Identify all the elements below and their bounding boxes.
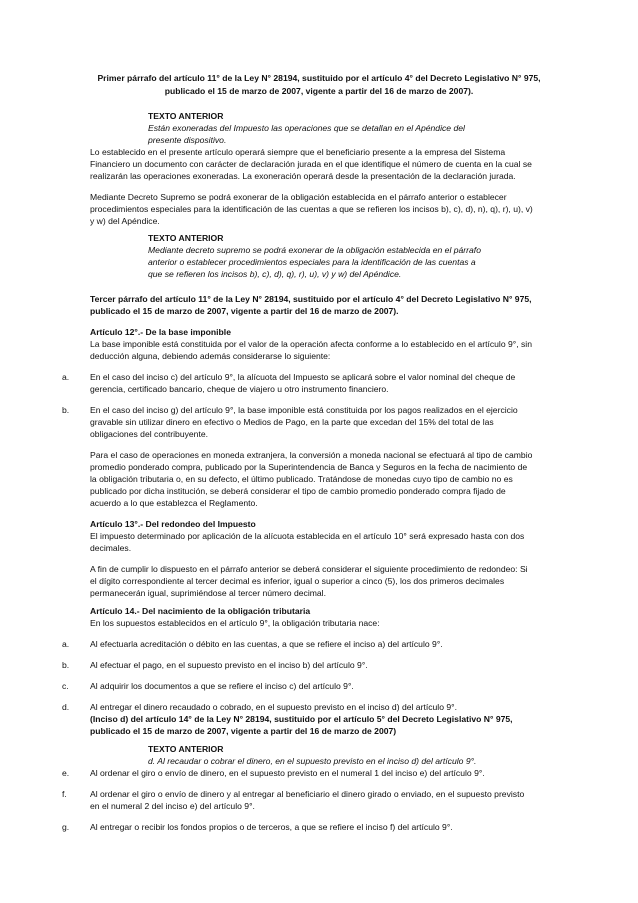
- amendment-note-line: publicado el 15 de marzo de 2007, vigente a partir del 16 de marzo de 2007).: [90, 306, 399, 316]
- texto-anterior-label: TEXTO ANTERIOR: [148, 744, 224, 754]
- paragraph-line: acuerdo a lo que establezca el Reglamento.: [90, 498, 258, 508]
- paragraph-line: y w) del Apéndice.: [90, 216, 160, 226]
- list-item-line: Al adquirir los documentos a que se refiere el inciso c) del artículo 9°.: [90, 681, 354, 691]
- texto-anterior-line: d. Al recaudar o cobrar el dinero, en el supuesto previsto en el inciso d) del artículo 9°.: [148, 756, 477, 766]
- paragraph-line: permanecerán igual, suprimiéndose al tercer número decimal.: [90, 588, 326, 598]
- list-item-line: En el caso del inciso c) del artículo 9°, la alícuota del Impuesto se aplicará sobre el valor nominal del cheque de: [90, 372, 516, 382]
- list-marker: d.: [62, 702, 70, 712]
- paragraph-line: realizarán las operaciones exoneradas. La exoneración operará desde la presentación de la declaración jurada.: [90, 171, 516, 181]
- paragraph-line: Financiero un documento con carácter de declaración jurada en el que identifique el número de cuenta en la cual se: [90, 159, 532, 169]
- texto-anterior-line: Mediante decreto supremo se podrá exonerar de la obligación establecida en el párrafo: [148, 245, 481, 255]
- list-marker: e.: [62, 768, 70, 778]
- texto-anterior-line: Están exoneradas del Impuesto las operaciones que se detallan en el Apéndice del: [148, 123, 465, 133]
- list-item-line: gravable sin utilizar dinero en efectivo o Medios de Pago, en la parte que excedan del 15% del total de las: [90, 417, 494, 427]
- paragraph-line: decimales.: [90, 543, 132, 553]
- paragraph-line: deducción alguna, debiendo además considerarse lo siguiente:: [90, 351, 331, 361]
- article-12-title: Artículo 12°.- De la base imponible: [90, 327, 231, 337]
- list-marker: f.: [62, 789, 67, 799]
- article-14-title: Artículo 14.- Del nacimiento de la obligación tributaria: [90, 606, 311, 616]
- list-marker: b.: [62, 660, 70, 670]
- list-item-line: En el caso del inciso g) del artículo 9°, la base imponible está constituida por los pagos realizados en el ejercicio: [90, 405, 518, 415]
- paragraph-line: promedio ponderado compra, publicado por la Superintendencia de Banca y Seguros en la fecha de nacimiento de: [90, 462, 528, 472]
- list-item-line: Al entregar o recibir los fondos propios o de terceros, a que se refiere el inciso f) del artículo 9°.: [90, 822, 453, 832]
- paragraph-line: En los supuestos establecidos en el artículo 9°, la obligación tributaria nace:: [90, 618, 380, 628]
- paragraph-line: publicado por dicha institución, se deberá considerar el tipo de cambio promedio ponderado compra fijado de: [90, 486, 506, 496]
- texto-anterior-line: anterior o establecer procedimientos especiales para la identificación de las cuentas a: [148, 257, 476, 267]
- texto-anterior-line: que se refieren los incisos b), c), d), q), r), u), v) y w) del Apéndice.: [148, 269, 402, 279]
- list-item-line: Al efectuarla acreditación o débito en las cuentas, a que se refiere el inciso a) del artículo 9°.: [90, 639, 443, 649]
- list-item-line: en el numeral 2 del inciso e) del artículo 9°.: [90, 801, 255, 811]
- texto-anterior-line: presente dispositivo.: [148, 135, 227, 145]
- amendment-note-line: (Inciso d) del artículo 14° de la Ley N° 28194, sustituido por el artículo 5° del Decreto Legislativo N° 975,: [90, 714, 513, 724]
- paragraph-line: Lo establecido en el presente artículo operará siempre que el beneficiario presente a la empresa del Sistema: [90, 147, 506, 157]
- header-line-2: publicado el 15 de marzo de 2007, vigente a partir del 16 de marzo de 2007).: [164, 86, 474, 96]
- amendment-note-line: Tercer párrafo del artículo 11° de la Ley N° 28194, sustituido por el artículo 4° del Decreto Legislativo N° 975,: [90, 294, 532, 304]
- paragraph-line: Mediante Decreto Supremo se podrá exonerar de la obligación establecida en el párrafo anterior o establecer: [90, 192, 507, 202]
- paragraph-line: procedimientos especiales para la identificación de las cuentas a que se refieren los incisos b), c), d), n), q), r), u), v): [90, 204, 533, 214]
- paragraph-line: la obligación tributaria o, en su defecto, el último publicado. Tratándose de monedas cuyo tipo de cambio no es: [90, 474, 513, 484]
- paragraph-line: Para el caso de operaciones en moneda extranjera, la conversión a moneda nacional se efectuará al tipo de cambio: [90, 450, 533, 460]
- list-item-line: Al efectuar el pago, en el supuesto previsto en el inciso b) del artículo 9°.: [90, 660, 368, 670]
- list-item-line: gerencia, certificado bancario, cheque de viajero u otro instrumento financiero.: [90, 384, 389, 394]
- list-item-line: Al ordenar el giro o envío de dinero y al entregar al beneficiario el dinero girado o enviado, en el supuesto previsto: [90, 789, 525, 799]
- article-13-title: Artículo 13°.- Del redondeo del Impuesto: [90, 519, 256, 529]
- header-line-1: Primer párrafo del artículo 11° de la Ley N° 28194, sustituido por el artículo 4° del Decreto Legislativo N° 975,: [97, 73, 541, 83]
- list-marker: g.: [62, 822, 70, 832]
- list-marker: c.: [62, 681, 69, 691]
- texto-anterior-label: TEXTO ANTERIOR: [148, 233, 224, 243]
- paragraph-line: La base imponible está constituida por el valor de la operación afecta conforme a lo establecido en el artículo 9°, sin: [90, 339, 532, 349]
- amendment-note-line: publicado el 15 de marzo de 2007, vigente a partir del 16 de marzo de 2007): [90, 726, 397, 736]
- list-marker: b.: [62, 405, 70, 415]
- list-marker: a.: [62, 639, 70, 649]
- paragraph-line: el dígito correspondiente al tercer decimal es inferior, igual o superior a cinco (5), los dos primeros decimales: [90, 576, 505, 586]
- texto-anterior-label: TEXTO ANTERIOR: [148, 111, 224, 121]
- paragraph-line: El impuesto determinado por aplicación de la alícuota establecida en el artículo 10° será expresado hasta con dos: [90, 531, 525, 541]
- list-marker: a.: [62, 372, 70, 382]
- list-item-line: obligaciones del contribuyente.: [90, 429, 209, 439]
- list-item-line: Al entregar el dinero recaudado o cobrado, en el supuesto previsto en el inciso d) del artículo 9°.: [90, 702, 457, 712]
- list-item-line: Al ordenar el giro o envío de dinero, en el supuesto previsto en el numeral 1 del inciso e) del artículo 9°.: [90, 768, 485, 778]
- paragraph-line: A fin de cumplir lo dispuesto en el párrafo anterior se deberá considerar el siguiente procedimiento de redondeo: Si: [90, 564, 528, 574]
